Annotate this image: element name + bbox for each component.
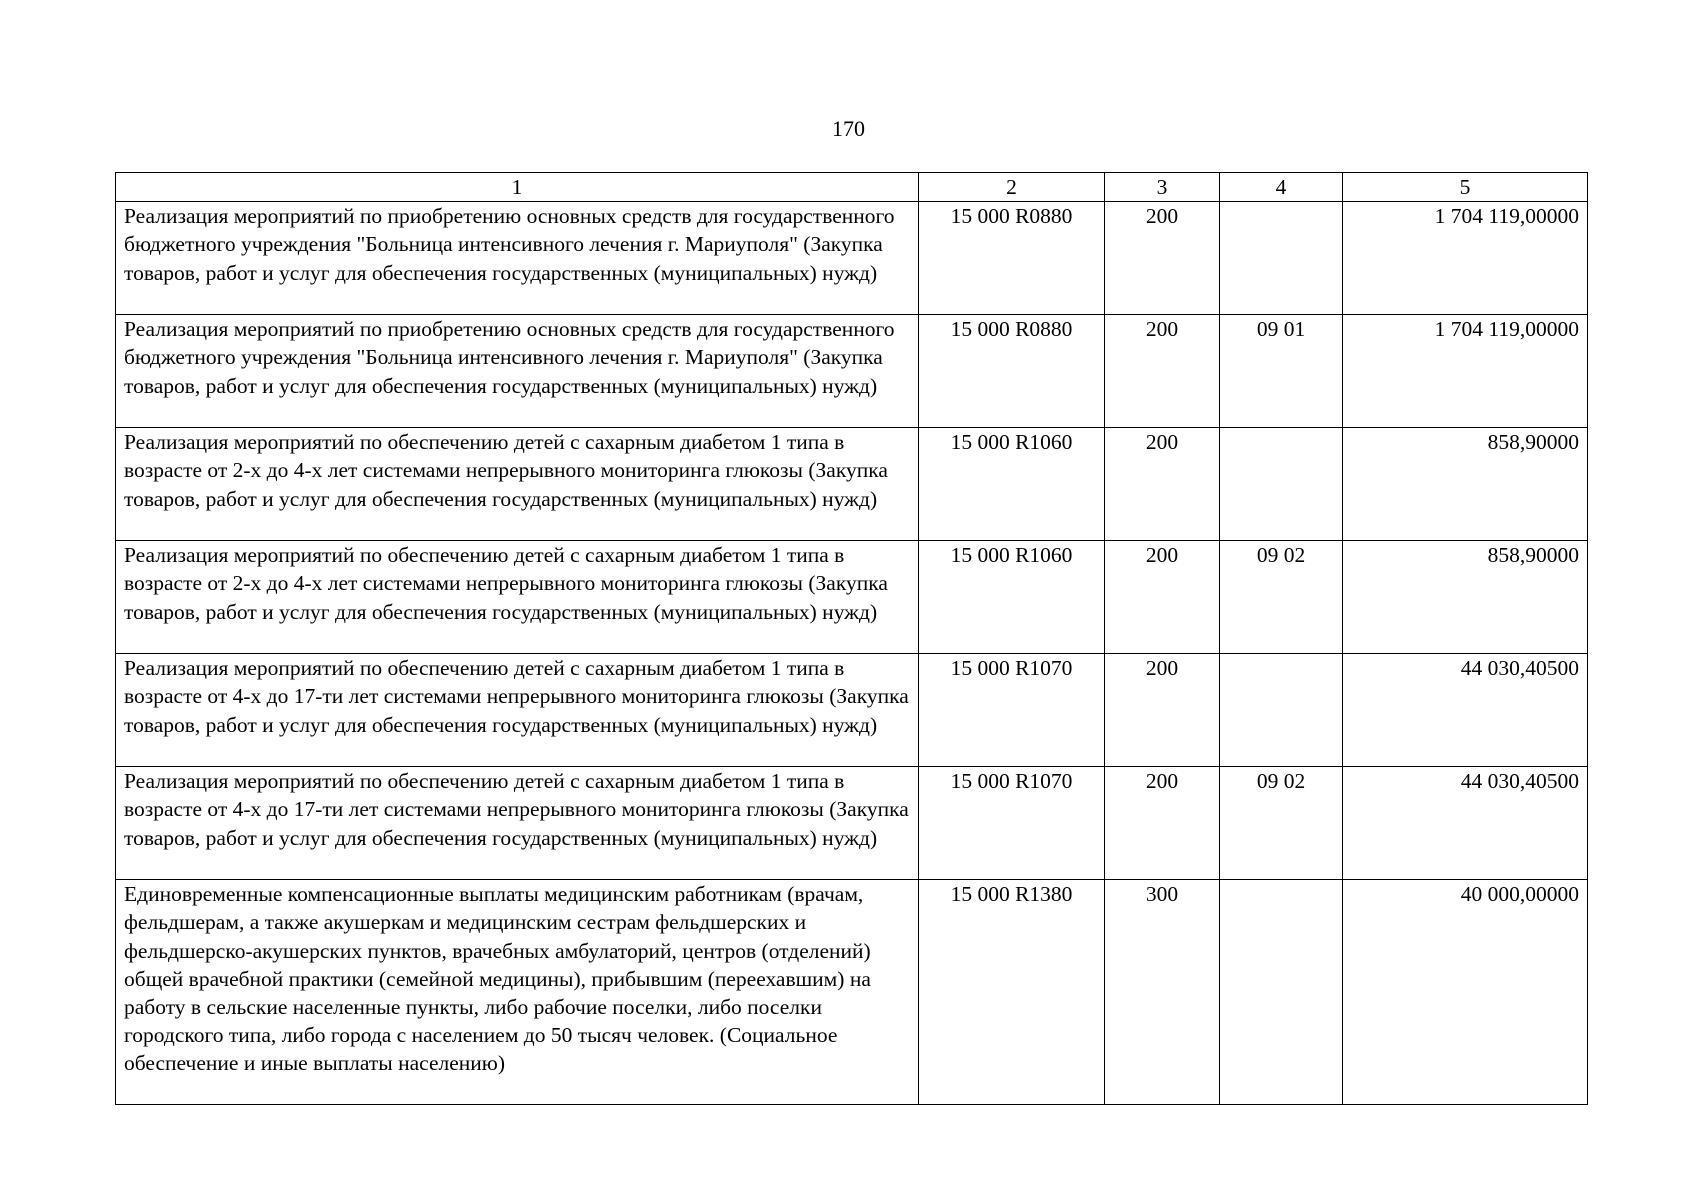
row-description: Реализация мероприятий по приобретению основных средств для государственного бюджетного учреждения "Больница интенсивного лечения г. Мариуполя" (Закупка товаров, работ и услуг для обеспечения государственных (муниципальных) нужд)	[116, 315, 919, 428]
row-amount: 858,90000	[1343, 428, 1588, 541]
row-expense-type: 200	[1105, 315, 1220, 428]
table-row	[116, 202, 1588, 315]
row-expense-type: 200	[1105, 428, 1220, 541]
table-row	[116, 541, 1588, 654]
row-description: Реализация мероприятий по обеспечению детей с сахарным диабетом 1 типа в возрасте от 2-х до 4-х лет системами непрерывного мониторинга глюкозы (Закупка товаров, работ и услуг для обеспечения государственных (муниципальных) нужд)	[116, 541, 919, 654]
row-expense-type: 200	[1105, 767, 1220, 880]
row-code: 15 000 R0880	[919, 315, 1105, 428]
column-header-5: 5	[1343, 173, 1588, 202]
row-code: 15 000 R1070	[919, 654, 1105, 767]
row-amount: 1 704 119,00000	[1343, 202, 1588, 315]
column-header-4: 4	[1220, 173, 1343, 202]
budget-table	[115, 172, 1588, 1105]
table-row	[116, 654, 1588, 767]
row-expense-type: 200	[1105, 541, 1220, 654]
row-amount: 44 030,40500	[1343, 654, 1588, 767]
row-description: Реализация мероприятий по приобретению основных средств для государственного бюджетного учреждения "Больница интенсивного лечения г. Мариуполя" (Закупка товаров, работ и услуг для обеспечения государственных (муниципальных) нужд)	[116, 202, 919, 315]
table-row	[116, 315, 1588, 428]
row-expense-type: 200	[1105, 654, 1220, 767]
row-expense-type: 300	[1105, 880, 1220, 1105]
column-header-2: 2	[919, 173, 1105, 202]
row-expense-type: 200	[1105, 202, 1220, 315]
table-row	[116, 428, 1588, 541]
row-section	[1220, 202, 1343, 315]
row-amount: 44 030,40500	[1343, 767, 1588, 880]
table-header-row	[116, 173, 1588, 202]
table-row	[116, 880, 1588, 1105]
row-code: 15 000 R1060	[919, 541, 1105, 654]
row-amount: 1 704 119,00000	[1343, 315, 1588, 428]
column-header-1: 1	[116, 173, 919, 202]
page-number: 170	[832, 116, 865, 141]
row-amount: 858,90000	[1343, 541, 1588, 654]
column-header-3: 3	[1105, 173, 1220, 202]
row-section: 09 02	[1220, 541, 1343, 654]
row-code: 15 000 R1070	[919, 767, 1105, 880]
row-section	[1220, 654, 1343, 767]
row-code: 15 000 R1380	[919, 880, 1105, 1105]
row-section: 09 01	[1220, 315, 1343, 428]
row-description: Единовременные компенсационные выплаты медицинским работникам (врачам, фельдшерам, а также акушеркам и медицинским сестрам фельдшерских и фельдшерско-акушерских пунктов, врачебных амбулаторий, центров (отделений) общей врачебной практики (семейной медицины), прибывшим (переехавшим) на работу в сельские населенные пункты, либо рабочие поселки, либо поселки городского типа, либо города с населением до 50 тысяч человек. (Социальное обеспечение и иные выплаты населению)	[116, 880, 919, 1105]
row-code: 15 000 R1060	[919, 428, 1105, 541]
row-section	[1220, 428, 1343, 541]
row-section	[1220, 880, 1343, 1105]
table-row	[116, 767, 1588, 880]
row-code: 15 000 R0880	[919, 202, 1105, 315]
row-description: Реализация мероприятий по обеспечению детей с сахарным диабетом 1 типа в возрасте от 2-х до 4-х лет системами непрерывного мониторинга глюкозы (Закупка товаров, работ и услуг для обеспечения государственных (муниципальных) нужд)	[116, 428, 919, 541]
row-section: 09 02	[1220, 767, 1343, 880]
row-amount: 40 000,00000	[1343, 880, 1588, 1105]
row-description: Реализация мероприятий по обеспечению детей с сахарным диабетом 1 типа в возрасте от 4-х до 17-ти лет системами непрерывного мониторинга глюкозы (Закупка товаров, работ и услуг для обеспечения государственных (муниципальных) нужд)	[116, 654, 919, 767]
row-description: Реализация мероприятий по обеспечению детей с сахарным диабетом 1 типа в возрасте от 4-х до 17-ти лет системами непрерывного мониторинга глюкозы (Закупка товаров, работ и услуг для обеспечения государственных (муниципальных) нужд)	[116, 767, 919, 880]
